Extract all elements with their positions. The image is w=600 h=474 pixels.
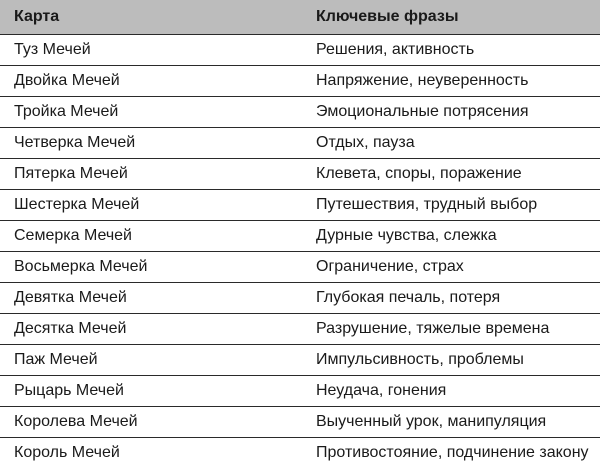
table-row <box>0 34 600 65</box>
card-name-cell: Королева Мечей <box>14 412 138 430</box>
card-name-cell: Девятка Мечей <box>14 288 127 306</box>
table-row <box>0 313 600 344</box>
key-phrases-cell: Выученный урок, манипуляция <box>316 412 547 430</box>
card-name-cell: Тройка Мечей <box>14 102 119 120</box>
key-phrases-cell: Разрушение, тяжелые времена <box>316 319 550 337</box>
key-phrases-cell: Путешествия, трудный выбор <box>316 195 538 213</box>
card-name-cell: Король Мечей <box>14 444 120 462</box>
key-phrases-cell: Импульсивность, проблемы <box>316 350 524 368</box>
card-name-cell: Десятка Мечей <box>14 319 127 337</box>
key-phrases-cell: Отдых, пауза <box>316 133 415 151</box>
key-phrases-cell: Неудача, гонения <box>316 381 447 399</box>
card-name-cell: Восьмерка Мечей <box>14 257 148 275</box>
table-row <box>0 344 600 375</box>
key-phrases-cell: Дурные чувства, слежка <box>316 226 497 244</box>
table-row <box>0 189 600 220</box>
card-name-cell: Пятерка Мечей <box>14 164 128 182</box>
table-row <box>0 220 600 251</box>
key-phrases-cell: Глубокая печаль, потеря <box>316 288 501 306</box>
table-row <box>0 437 600 469</box>
card-name-cell: Рыцарь Мечей <box>14 381 124 399</box>
key-phrases-cell: Противостояние, подчинение закону <box>316 444 589 462</box>
table-row <box>0 158 600 189</box>
table-header-row <box>0 0 600 34</box>
column-header-card: Карта <box>0 0 302 34</box>
table-row <box>0 282 600 313</box>
card-name-cell: Туз Мечей <box>14 40 91 58</box>
key-phrases-cell: Решения, активность <box>316 40 475 58</box>
card-name-cell: Паж Мечей <box>14 350 98 368</box>
card-name-cell: Четверка Мечей <box>14 133 136 151</box>
card-name-cell: Семерка Мечей <box>14 226 132 244</box>
key-phrases-cell: Напряжение, неуверенность <box>316 71 529 89</box>
column-header-phrases: Ключевые фразы <box>302 0 600 34</box>
table-row <box>0 65 600 96</box>
table-row <box>0 375 600 406</box>
table-row <box>0 96 600 127</box>
table-row <box>0 127 600 158</box>
card-name-cell: Двойка Мечей <box>14 71 120 89</box>
key-phrases-cell: Клевета, споры, поражение <box>316 164 522 182</box>
key-phrases-cell: Эмоциональные потрясения <box>316 102 529 120</box>
table-row <box>0 251 600 282</box>
table-row <box>0 406 600 437</box>
card-name-cell: Шестерка Мечей <box>14 195 140 213</box>
key-phrases-cell: Ограничение, страх <box>316 257 464 275</box>
